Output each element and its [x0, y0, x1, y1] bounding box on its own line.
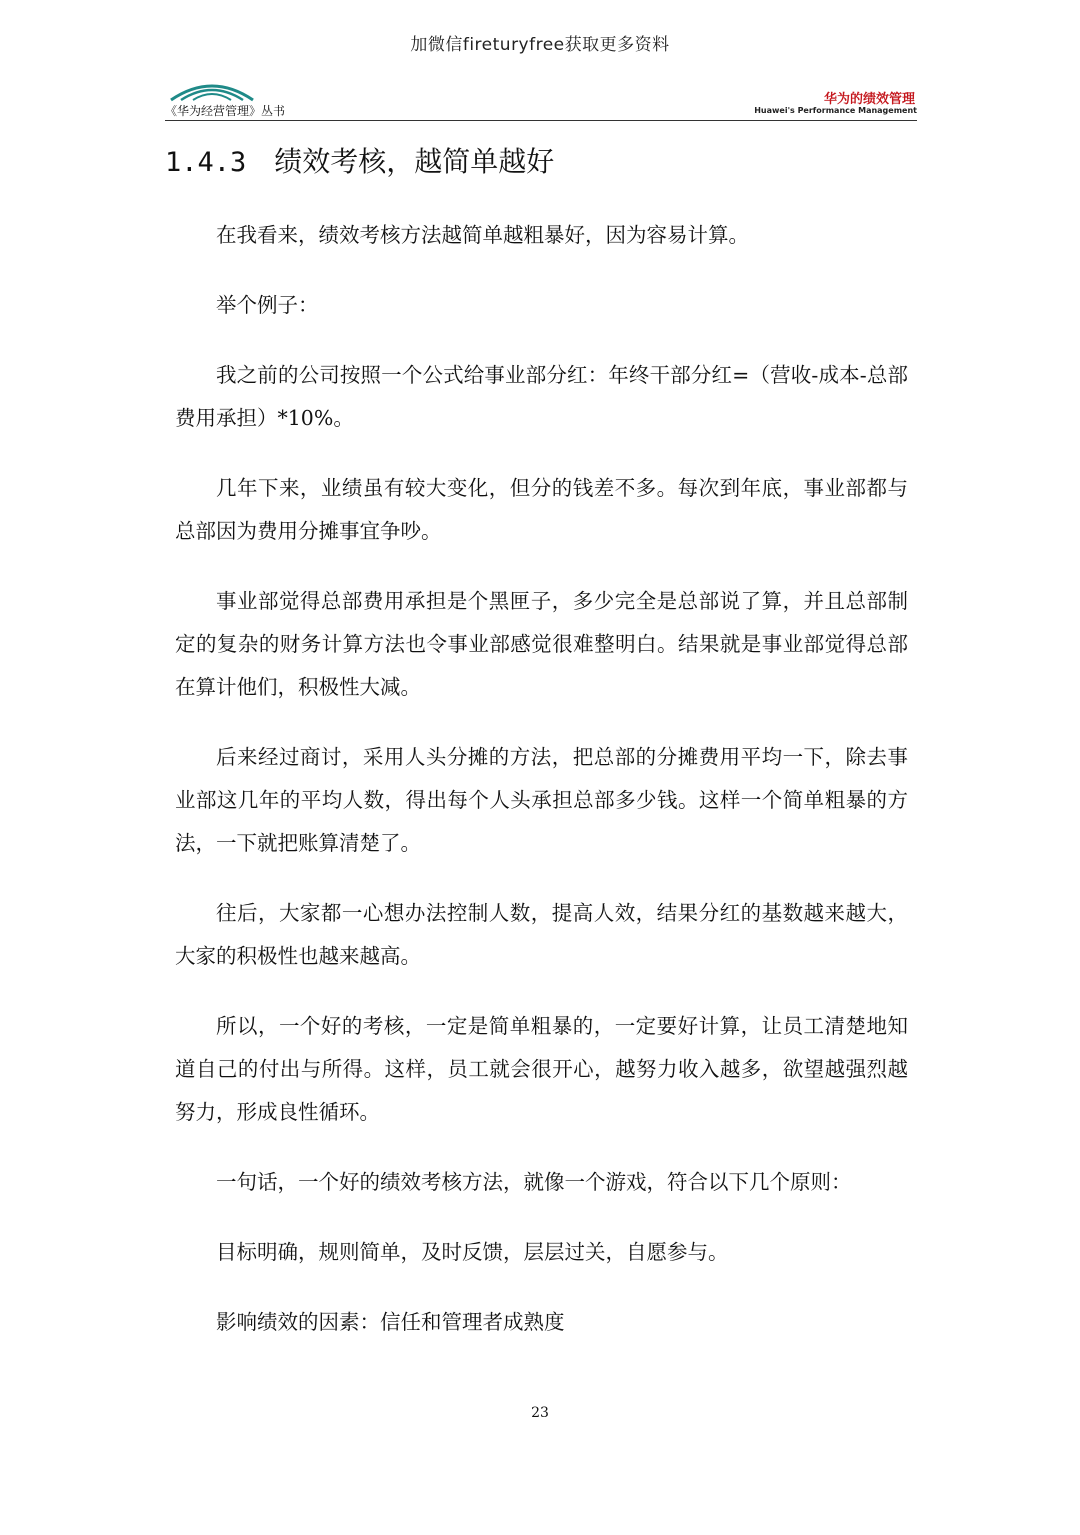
section-title: 绩效考核，越简单越好	[274, 145, 555, 178]
paragraph: 举个例子：	[216, 293, 319, 317]
top-watermark: 加微信fireturyfree获取更多资料	[410, 35, 670, 55]
paragraph: 我之前的公司按照一个公式给事业部分红：年终干部分红=（营收-成本-总部费用承担）*10%。	[175, 363, 908, 430]
mountain-arc-logo-icon	[169, 76, 255, 102]
paragraph: 后来经过商讨，采用人头分摊的方法，把总部的分摊费用平均一下，除去事业部这几年的平均人数，得出每个人头承担总部多少钱。这样一个简单粗暴的方法，一下就把账算清楚了。	[175, 745, 908, 855]
page-number: 23	[531, 1405, 549, 1421]
page-header	[165, 76, 917, 122]
paragraph: 几年下来，业绩虽有较大变化，但分的钱差不多。每次到年底，事业部都与总部因为费用分摊事宜争吵。	[175, 476, 908, 543]
book-title-cn: 华为的绩效管理	[823, 92, 915, 107]
paragraph: 往后，大家都一心想办法控制人数，提高人效，结果分红的基数越来越大，大家的积极性也越来越高。	[175, 901, 908, 968]
paragraph: 事业部觉得总部费用承担是个黑匣子，多少完全是总部说了算，并且总部制定的复杂的财务计算方法也令事业部感觉很难整明白。结果就是事业部觉得总部在算计他们，积极性大减。	[175, 589, 908, 699]
header-divider	[165, 120, 917, 121]
body-content	[175, 214, 908, 1371]
paragraph: 影响绩效的因素：信任和管理者成熟度	[216, 1310, 565, 1334]
section-heading	[165, 140, 554, 180]
section-number: 1.4.3	[165, 147, 247, 178]
paragraph: 目标明确，规则简单，及时反馈，层层过关，自愿参与。	[216, 1240, 729, 1264]
paragraph: 所以，一个好的考核，一定是简单粗暴的，一定要好计算，让员工清楚地知道自己的付出与所得。这样，员工就会很开心，越努力收入越多，欲望越强烈越努力，形成良性循环。	[175, 1014, 908, 1124]
series-title: 《华为经营管理》丛书	[165, 104, 286, 118]
paragraph: 一句话，一个好的绩效考核方法，就像一个游戏，符合以下几个原则：	[216, 1170, 852, 1194]
book-title-en: Huawei's Performance Management	[754, 106, 917, 115]
paragraph: 在我看来，绩效考核方法越简单越粗暴好，因为容易计算。	[216, 223, 749, 247]
